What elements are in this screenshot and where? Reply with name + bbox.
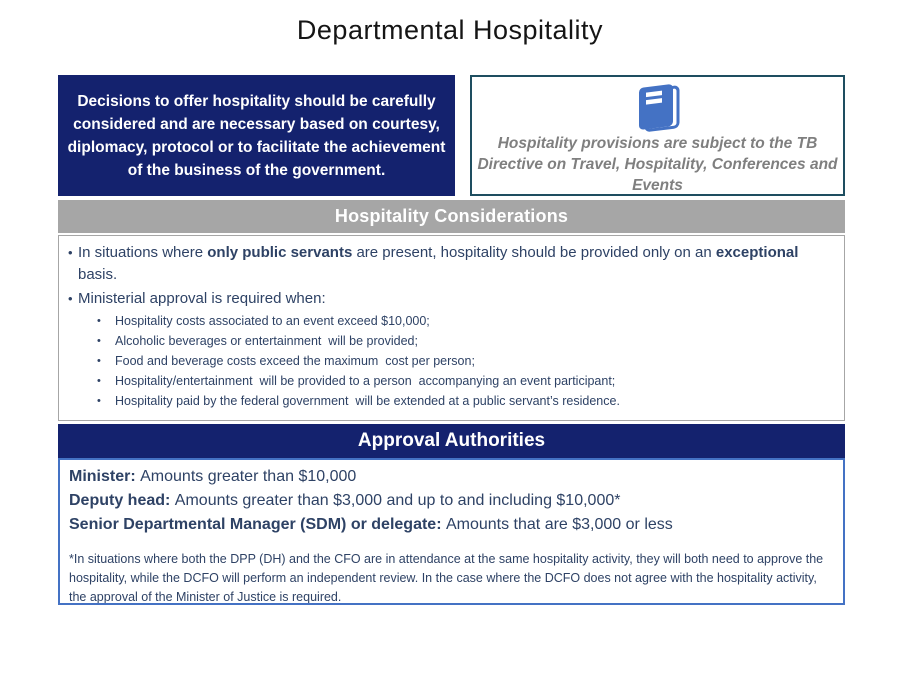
sub-bullet-item — [59, 334, 828, 349]
bullet-item — [59, 242, 828, 286]
sub-bullet-text: Food and beverage costs exceed the maximum cost per person; — [115, 354, 475, 368]
sub-bullet-text: Hospitality paid by the federal government will be extended at a public servant’s residence. — [115, 394, 620, 408]
bullet-icon: • — [97, 375, 101, 387]
sub-bullet-text: Hospitality/entertainment will be provided to a person accompanying an event participant; — [115, 374, 616, 388]
bullet-item — [59, 288, 828, 310]
directive-reference-text: Hospitality provisions are subject to the TB Directive on Travel, Hospitality, Conferences and Events — [477, 135, 838, 194]
approval-rule-deputy-head: Deputy head: Amounts greater than $3,000 and up to and including $10,000* — [69, 492, 621, 509]
slide-content — [58, 75, 845, 605]
approval-rule-minister: Minister: Amounts greater than $10,000 — [69, 468, 357, 485]
sub-bullet-text: Hospitality costs associated to an event exceed $10,000; — [115, 314, 430, 328]
approval-header-bar — [58, 424, 845, 458]
book-icon — [634, 79, 682, 133]
bullet-icon: • — [97, 395, 101, 407]
considerations-box — [58, 235, 845, 421]
bullet-text: In situations where only public servants are present, hospitality should be provided only on an exceptional basis. — [78, 244, 799, 283]
approval-footnote: *In situations where both the DPP (DH) and the CFO are in attendance at the same hospitality activity, they will both need to approve the hospitality, while the DCFO will perform an independent review. In the case where the DCFO does not agree with the hospitality activity, the approval of the Minister of Justice is required. — [69, 552, 824, 604]
sub-bullet-item — [59, 394, 828, 409]
considerations-header-bar — [58, 200, 845, 233]
bullet-text: Ministerial approval is required when: — [78, 290, 326, 307]
approval-rule-sdm: Senior Departmental Manager (SDM) or delegate: Amounts that are $3,000 or less — [69, 516, 673, 533]
hospitality-statement-text: Decisions to offer hospitality should be carefully considered and are necessary based on courtesy, diplomacy, protocol or to facilitate the achievement of the business of the government. — [67, 92, 446, 179]
bullet-icon: • — [68, 245, 73, 260]
considerations-header-label: Hospitality Considerations — [334, 206, 569, 226]
sub-bullet-item — [59, 374, 828, 389]
bullet-icon: • — [68, 291, 73, 306]
book-icon-wrap — [472, 79, 843, 133]
sub-bullet-item — [59, 314, 828, 329]
bullet-icon: • — [97, 315, 101, 327]
approval-header-label: Approval Authorities — [357, 430, 546, 451]
approval-box — [58, 458, 845, 605]
sub-bullet-list — [59, 314, 828, 409]
directive-reference-box — [470, 75, 845, 196]
hospitality-statement-box — [58, 75, 455, 196]
sub-bullet-text: Alcoholic beverages or entertainment will be provided; — [115, 334, 418, 348]
bullet-icon: • — [97, 355, 101, 367]
page-title: Departmental Hospitality — [296, 15, 604, 45]
sub-bullet-item — [59, 354, 828, 369]
bullet-icon: • — [97, 335, 101, 347]
intro-row — [58, 75, 845, 196]
